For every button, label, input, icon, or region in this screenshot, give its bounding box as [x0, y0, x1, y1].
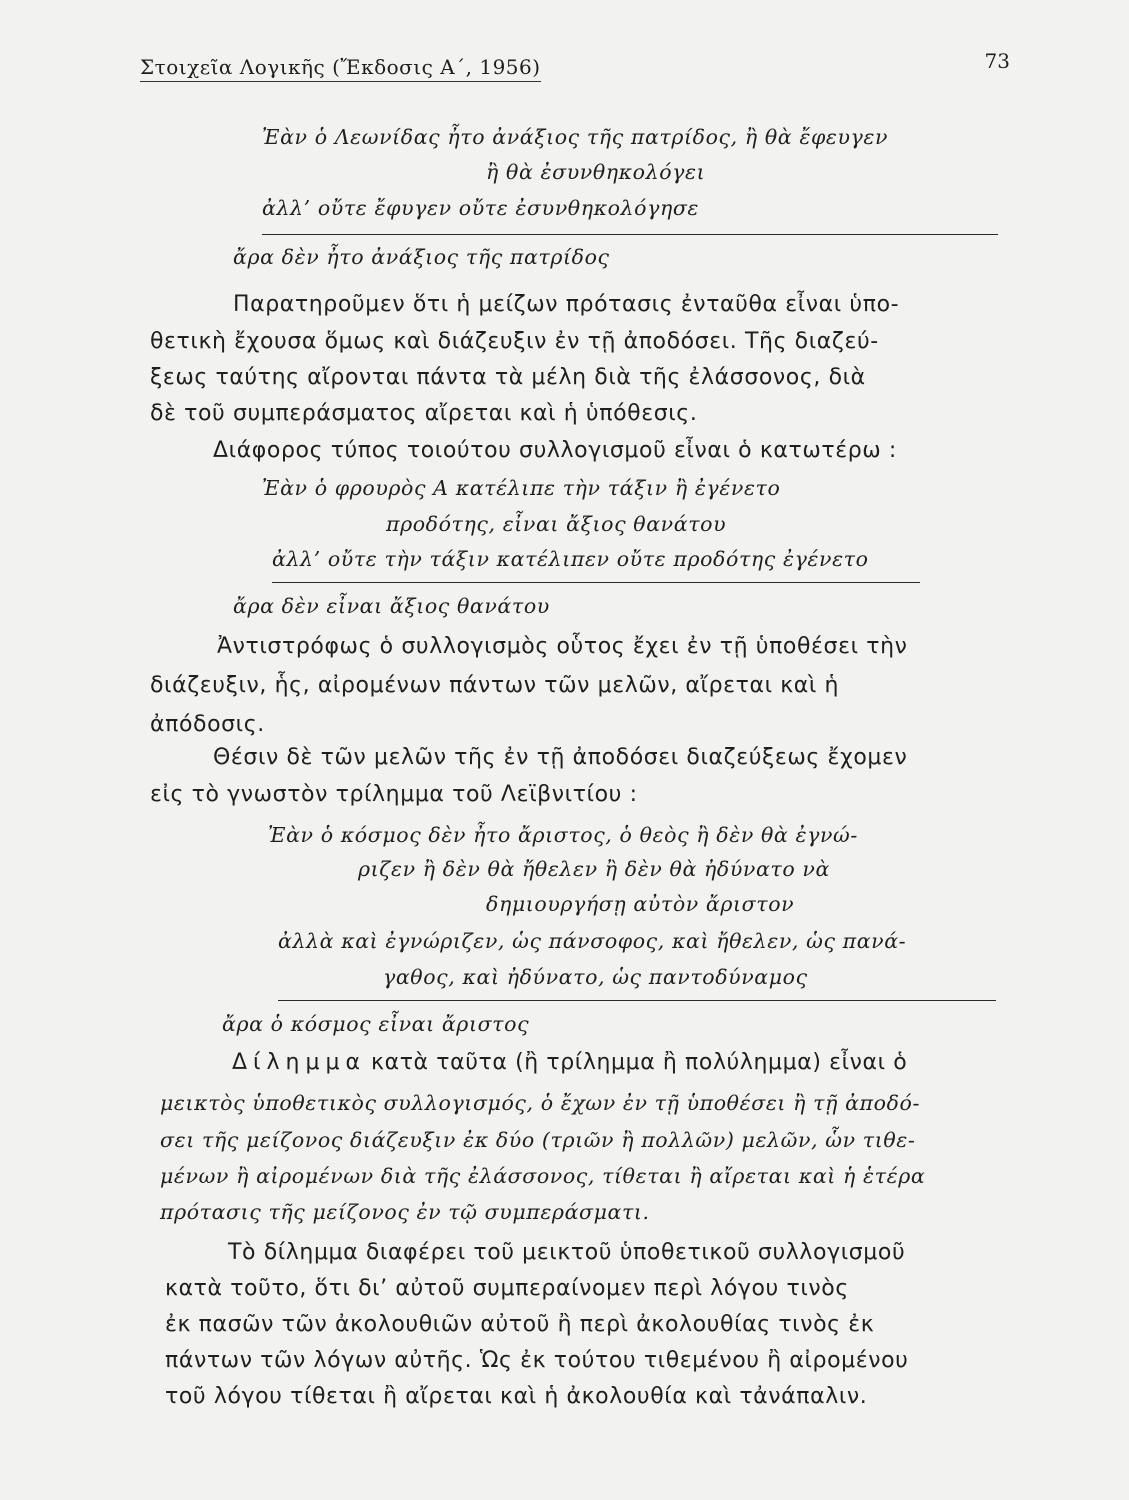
- text-line: μεικτὸς ὑποθετικὸς συλλογισμός, ὁ ἔχων ἐν τῇ ὑποθέσει ἢ τῇ ἀποδό-: [160, 1091, 920, 1115]
- text-line: τοῦ λόγου τίθεται ἢ αἴρεται καὶ ἡ ἀκολουθία καὶ τἀνάπαλιν.: [165, 1384, 868, 1409]
- syllogism-rule: [272, 582, 920, 583]
- page-header: [140, 49, 1010, 82]
- paragraph-another-type: Διάφορος τύπος τοιούτου συλλογισμοῦ εἶναι ὁ κατωτέρω :: [213, 438, 897, 463]
- major-premise-line-1: Ἐὰν ὁ φρουρὸς Α κατέλιπε τὴν τάξιν ἢ ἐγένετο: [262, 476, 781, 500]
- syllogism-rule: [262, 234, 998, 235]
- page-number: 73: [984, 49, 1010, 73]
- major-premise-line-1: Ἐὰν ὁ Λεωνίδας ἦτο ἀνάξιος τῆς πατρίδος, ἢ θὰ ἔφευγεν: [262, 125, 889, 149]
- conclusion: ἄρα δὲν εἶναι ἄξιος θανάτου: [233, 594, 550, 618]
- text-line: Παρατηροῦμεν ὅτι ἡ μείζων πρότασις ἐνταῦθα εἶναι ὑπο-: [233, 292, 900, 317]
- defined-term: Δίλημμα: [232, 1050, 366, 1075]
- minor-premise-line-2: γαθος, καὶ ἠδύνατο, ὡς παντοδύναμος: [383, 965, 808, 989]
- text-line: ἐκ πασῶν τῶν ἀκολουθιῶν αὐτοῦ ἢ περὶ ἀκολουθίας τινὸς ἐκ: [165, 1312, 875, 1337]
- text-line: πρότασις τῆς μείζονος ἐν τῷ συμπεράσματι.: [160, 1200, 650, 1224]
- syllogism-rule: [278, 1000, 996, 1001]
- text-line: πάντων τῶν λόγων αὐτῆς. Ὡς ἐκ τούτου τιθεμένου ἢ αἰρομένου: [165, 1348, 909, 1373]
- text-line: σει τῆς μείζονος διάζευξιν ἐκ δύο (τριῶν ἢ πολλῶν) μελῶν, ὧν τιθε-: [160, 1128, 916, 1152]
- text-line: δὲ τοῦ συμπεράσματος αἴρεται καὶ ἡ ὑπόθεσις.: [150, 401, 698, 426]
- major-premise-line-3: δημιουργήσῃ αὐτὸν ἄριστον: [486, 892, 795, 916]
- minor-premise: ἀλλ’ οὔτε ἔφυγεν οὔτε ἐσυνθηκολόγησε: [262, 196, 700, 220]
- major-premise-line-2: προδότης, εἶναι ἄξιος θανάτου: [386, 512, 727, 536]
- conclusion: ἄρα ὁ κόσμος εἶναι ἄριστος: [222, 1012, 530, 1036]
- minor-premise: ἀλλ’ οὔτε τὴν τάξιν κατέλιπεν οὔτε προδότης ἐγένετο: [272, 547, 869, 571]
- minor-premise-line-1: ἀλλὰ καὶ ἐγνώριζεν, ὡς πάνσοφος, καὶ ἤθελεν, ὡς πανά-: [278, 929, 907, 953]
- text-line: εἰς τὸ γνωστὸν τρίλημμα τοῦ Λεϊβνιτίου :: [150, 782, 638, 807]
- major-premise-line-2: ἢ θὰ ἐσυνθηκολόγει: [486, 160, 706, 184]
- text-line: ἀπόδοσις.: [150, 712, 265, 737]
- text-line: Τὸ δίλημμα διαφέρει τοῦ μεικτοῦ ὑποθετικοῦ συλλογισμοῦ: [228, 1240, 906, 1265]
- text-line: διάζευξιν, ἧς, αἰρομένων πάντων τῶν μελῶν, αἴρεται καὶ ἡ: [150, 673, 840, 698]
- major-premise-line-2: ριζεν ἢ δὲν θὰ ἤθελεν ἢ δὲν θὰ ἠδύνατο νὰ: [358, 857, 830, 881]
- text-line: Θέσιν δὲ τῶν μελῶν τῆς ἐν τῇ ἀποδόσει διαζεύξεως ἔχομεν: [213, 745, 908, 770]
- text-line: κατὰ τοῦτο, ὅτι δι’ αὐτοῦ συμπεραίνομεν περὶ λόγου τινὸς: [165, 1276, 849, 1301]
- text-line: μένων ἢ αἰρομένων διὰ τῆς ἐλάσσονος, τίθεται ἢ αἴρεται καὶ ἡ ἑτέρα: [160, 1164, 926, 1188]
- definition-first-line: [232, 1050, 907, 1075]
- conclusion: ἄρα δὲν ἦτο ἀνάξιος τῆς πατρίδος: [233, 245, 610, 269]
- text-line: Ἀντιστρόφως ὁ συλλογισμὸς οὗτος ἔχει ἐν τῇ ὑποθέσει τὴν: [217, 634, 908, 659]
- major-premise-line-1: Ἐὰν ὁ κόσμος δὲν ἦτο ἄριστος, ὁ θεὸς ἢ δὲν θὰ ἐγνώ-: [268, 823, 858, 847]
- text-line: θετικὴ ἔχουσα ὅμως καὶ διάζευξιν ἐν τῇ ἀποδόσει. Τῆς διαζεύ-: [150, 329, 879, 354]
- text-fragment: κατὰ ταῦτα (ἢ τρίλημμα ἢ πολύλημμα) εἶναι ὁ: [371, 1050, 908, 1075]
- running-head: Στοιχεῖα Λογικῆς (Ἔκδοσις Α΄, 1956): [140, 55, 541, 82]
- text-line: ξεως ταύτης αἴρονται πάντα τὰ μέλη διὰ τῆς ἐλάσσονος, διὰ: [150, 365, 866, 390]
